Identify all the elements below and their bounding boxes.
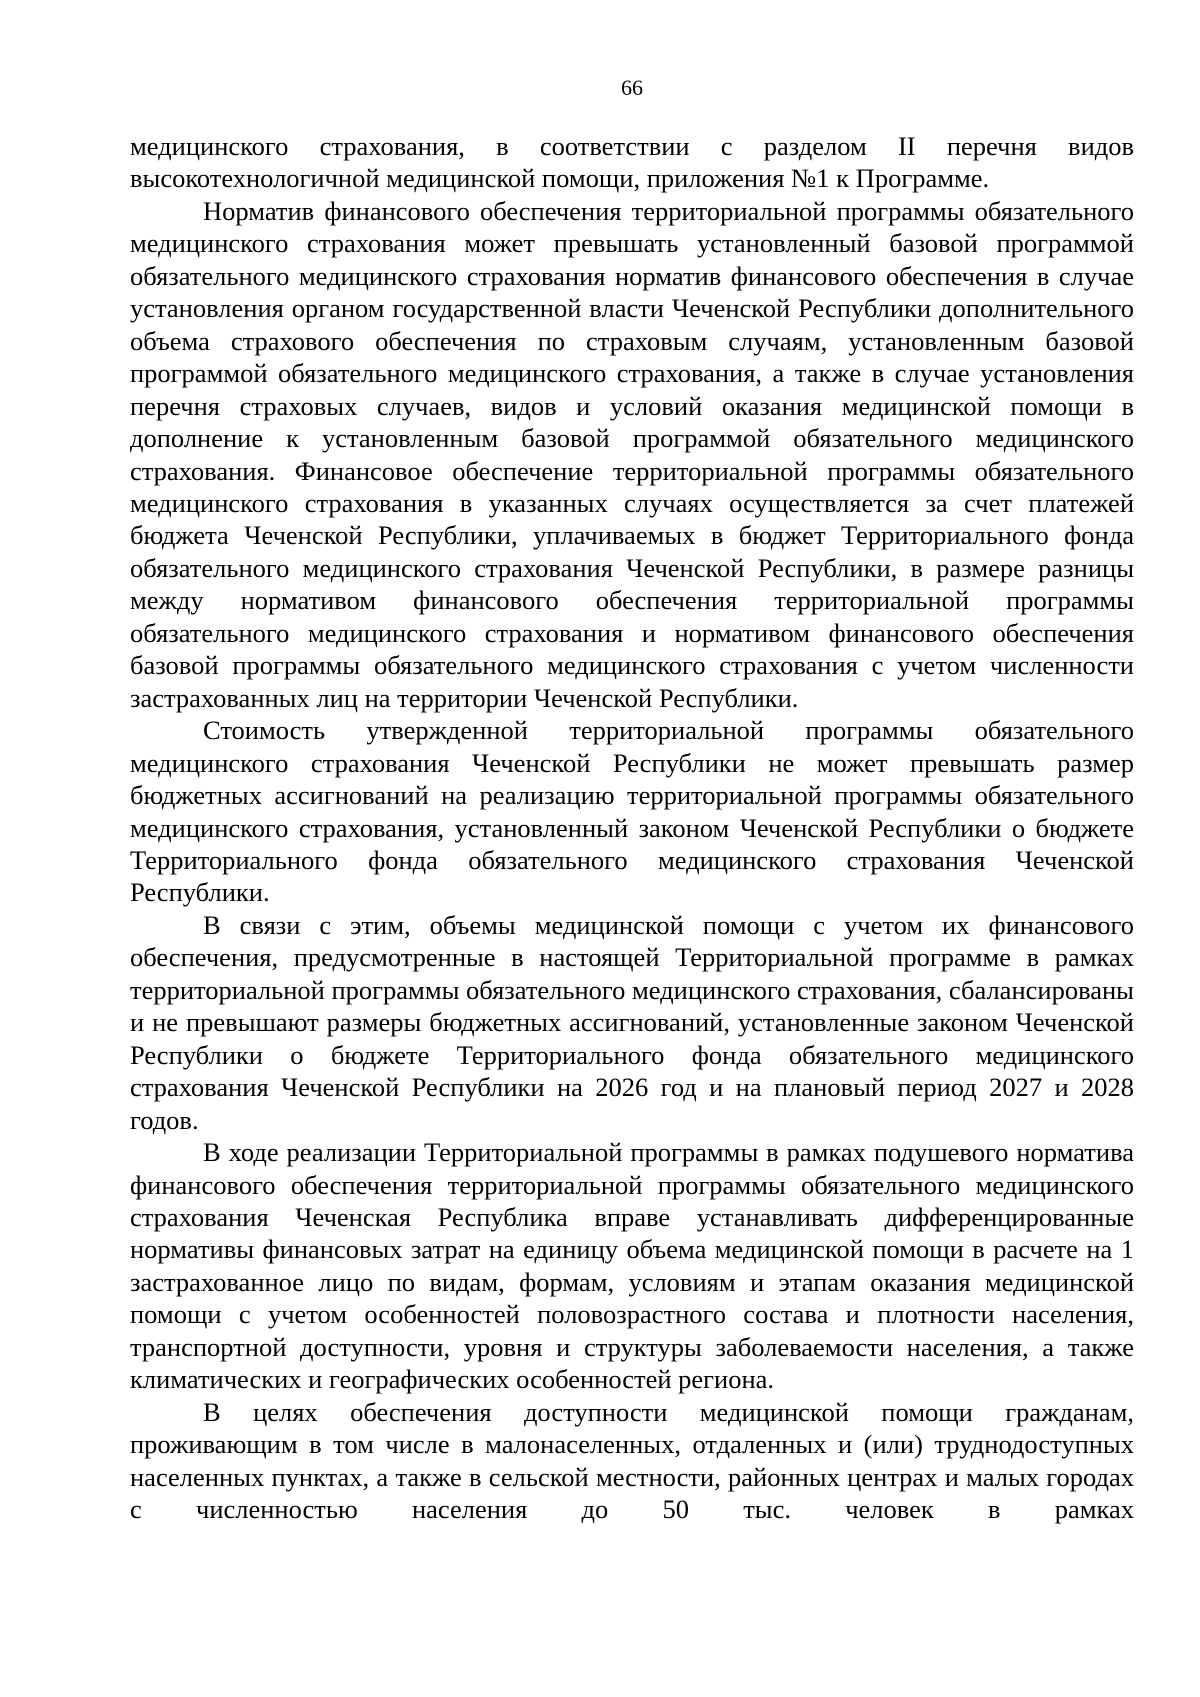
paragraph-program-cost: Стоимость утвержденной территориальной программы обязательного медицинского страхования Чеченской Республики не может превышать размер бюджетных ассигнований на реализацию территориальной программы обязательного медицинского страхования, установленный законом Чеченской Республики о бюджете Территориального фонда обязательного медицинского страхования Чеченской Республики. <box>130 715 1134 908</box>
paragraph-accessibility: В целях обеспечения доступности медицинской помощи гражданам, проживающим в том числе в малонаселенных, отдаленных и (или) труднодоступных населенных пунктах, а также в сельской местности, районных центрах и малых городах с численностью населения до 50 тыс. человек в рамках <box>130 1396 1134 1525</box>
document-body <box>130 130 1134 1525</box>
paragraph-normative: Норматив финансового обеспечения территориальной программы обязательного медицинского страхования может превышать установленный базовой программой обязательного медицинского страхования норматив финансового обеспечения в случае установления органом государственной власти Чеченской Республики дополнительного объема страхового обеспечения по страховым случаям, установленным базовой программой обязательного медицинского страхования, а также в случае установления перечня страховых случаев, видов и условий оказания медицинской помощи в дополнение к установленным базовой программой обязательного медицинского страхования. Финансовое обеспечение территориальной программы обязательного медицинского страхования в указанных случаях осуществляется за счет платежей бюджета Чеченской Республики, уплачиваемых в бюджет Территориального фонда обязательного медицинского страхования Чеченской Республики, в размере разницы между нормативом финансового обеспечения территориальной программы обязательного медицинского страхования и нормативом финансового обеспечения базовой программы обязательного медицинского страхования с учетом численности застрахованных лиц на территории Чеченской Республики. <box>130 195 1134 713</box>
page-number: 66 <box>621 75 643 100</box>
paragraph-volumes: В связи с этим, объемы медицинской помощи с учетом их финансового обеспечения, предусмотренные в настоящей Территориальной программе в рамках территориальной программы обязательного медицинского страхования, сбалансированы и не превышают размеры бюджетных ассигнований, установленные законом Чеченской Республики о бюджете Территориального фонда обязательного медицинского страхования Чеченской Республики на 2026 год и на плановый период 2027 и 2028 годов. <box>130 909 1134 1135</box>
document-page <box>130 0 1134 1525</box>
paragraph-continuation: медицинского страхования, в соответствии с разделом II перечня видов высокотехнологичной медицинской помощи, приложения №1 к Программе. <box>130 131 1134 194</box>
paragraph-implementation: В ходе реализации Территориальной программы в рамках подушевого норматива финансового обеспечения территориальной программы обязательного медицинского страхования Чеченская Республика вправе устанавливать дифференцированные нормативы финансовых затрат на единицу объема медицинской помощи в расчете на 1 застрахованное лицо по видам, формам, условиям и этапам оказания медицинской помощи с учетом особенностей половозрастного состава и плотности населения, транспортной доступности, уровня и структуры заболеваемости населения, а также климатических и географических особенностей региона. <box>130 1137 1134 1395</box>
